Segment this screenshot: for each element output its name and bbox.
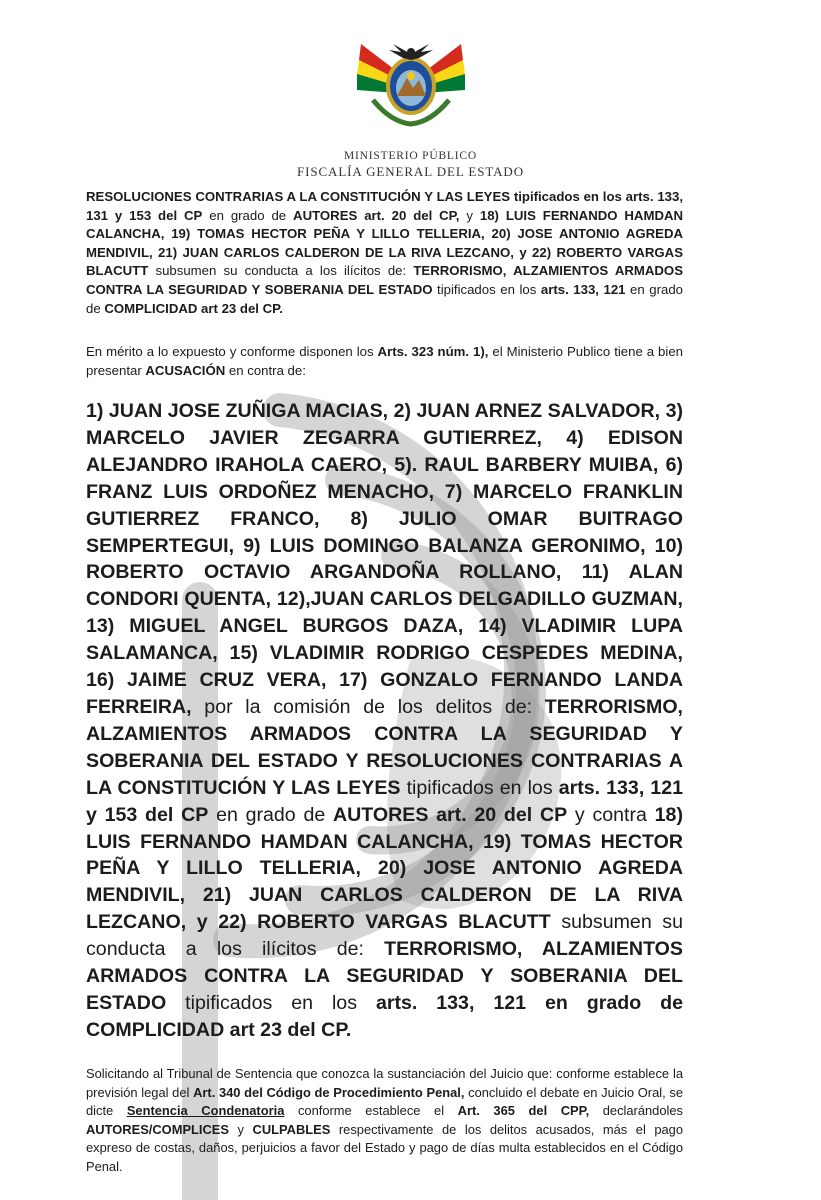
text-span: CULPABLES xyxy=(252,1121,331,1137)
text-span: conforme establece el xyxy=(284,1103,458,1119)
text-span: AUTORES art. 20 del CP xyxy=(332,803,568,826)
text-span: tipificados en los xyxy=(432,281,541,297)
text-span: respectivamente de los delitos acusados, más el pago expreso de costas, daños, perjuicios a favor del Estado y pago de días multa establecidos en el Código Penal. xyxy=(86,1121,684,1174)
text-span: arts. 133, 121 xyxy=(540,281,626,297)
text-span: en contra de: xyxy=(225,362,306,378)
bolivia-coat-of-arms-icon xyxy=(351,30,471,128)
text-span: en grado de xyxy=(86,281,683,316)
paragraph-request xyxy=(86,1065,683,1177)
text-span: arts. 133, 121 y 153 del CP xyxy=(86,776,683,826)
fiscalia-name: FISCALÍA GENERAL DEL ESTADO xyxy=(296,164,525,179)
text-span: arts. 133, 121 en grado de COMPLICIDAD art 23 del CP. xyxy=(86,991,684,1041)
text-span: AUTORES/COMPLICES xyxy=(86,1121,230,1137)
ministry-name: MINISTERIO PÚBLICO xyxy=(344,150,477,162)
text-span: TERRORISMO, ALZAMIENTOS ARMADOS CONTRA LA SEGURIDAD Y SOBERANIA DEL ESTADO xyxy=(86,263,683,297)
text-span: Art. 340 del Código de Procedimiento Penal, xyxy=(193,1084,465,1100)
text-span: por la comisión de los delitos de: xyxy=(191,695,545,718)
text-span: tipificados en los arts. 133, 131 y 153 del CP xyxy=(86,189,683,223)
text-span: TERRORISMO, ALZAMIENTOS ARMADOS CONTRA LA SEGURIDAD Y SOBERANIA DEL ESTADO xyxy=(86,938,683,1014)
text-span: Solicitando al Tribunal de Sentencia que conozca la sustanciación del Juicio que: conforme establece la previsión legal del xyxy=(86,1066,683,1100)
accomplice-names: 18) LUIS FERNANDO HAMDAN CALANCHA, 19) TOMAS HECTOR PEÑA Y LILLO TELLERIA, 20) JOSE ANTONIO AGREDA MENDIVIL, 21) JUAN CARLOS CALDERON DE LA RIVA LEZCANO, y 22) ROBERTO VARGAS BLACUTT xyxy=(86,803,683,934)
text-span: ACUSACIÓN xyxy=(145,362,226,378)
text-span: 18) LUIS FERNANDO HAMDAN CALANCHA, 19) TOMAS HECTOR PEÑA Y LILLO TELLERIA, 20) JOSE ANTONIO AGREDA MENDIVIL, 21) JUAN CARLOS CALDERON DE LA RIVA LEZCANO, y 22) ROBERTO VARGAS BLACUTT xyxy=(86,207,684,279)
accused-names: 1) JUAN JOSE ZUÑIGA MACIAS, 2) JUAN ARNEZ SALVADOR, 3) MARCELO JAVIER ZEGARRA GUTIERREZ, 4) EDISON ALEJANDRO IRAHOLA CAERO, 5). RAUL BARBERY MUIBA, 6) FRANZ LUIS ORDOÑEZ MENACHO, 7) MARCELO FRANKLIN GUTIERREZ FRANCO, 8) JULIO OMAR BUITRAGO SEMPERTEGUI, 9) LUIS DOMINGO BALANZA GERONIMO, 10) ROBERTO OCTAVIO ARGANDOÑA ROLLANO, 11) ALAN CONDORI QUENTA, 12),JUAN CARLOS DELGADILLO GUZMAN, 13) MIGUEL ANGEL BURGOS DAZA, 14) VLADIMIR LUPA SALAMANCA, 15) VLADIMIR RODRIGO CESPEDES MEDINA, 16) JAIME CRUZ VERA, 17) GONZALO FERNANDO LANDA FERREIRA, xyxy=(86,400,683,718)
text-span: y contra xyxy=(567,803,655,826)
text-span: tipificados en los xyxy=(400,776,559,799)
text-span: en grado de xyxy=(202,207,294,223)
document-header xyxy=(0,30,821,180)
text-span: tipificados en los xyxy=(166,991,376,1014)
text-span: Art. 365 del CPP, xyxy=(457,1103,590,1119)
text-span: y xyxy=(229,1121,253,1137)
text-span: Arts. 323 núm. 1), xyxy=(377,344,489,359)
text-span: y xyxy=(459,207,480,223)
text-span: subsumen su conducta a los ilícitos de: xyxy=(86,911,684,961)
paragraph-accused-list xyxy=(86,398,683,1044)
text-span: subsumen su conducta a los ilícitos de: xyxy=(148,263,414,279)
text-span: el Ministerio Publico tiene a bien presentar xyxy=(86,344,683,378)
text-span: concluido el debate en Juicio Oral, se dicte xyxy=(86,1084,683,1119)
text-span: En mérito a lo expuesto y conforme disponen los xyxy=(86,344,378,359)
text-span: COMPLICIDAD art 23 del CP. xyxy=(104,300,283,316)
paragraph-resolutions xyxy=(86,188,683,318)
text-span: Sentencia Condenatoria xyxy=(126,1103,285,1119)
charges: TERRORISMO, ALZAMIENTOS ARMADOS CONTRA LA SEGURIDAD Y SOBERANIA DEL ESTADO Y RESOLUCIONES CONTRARIAS A LA CONSTITUCIÓN Y LAS LEYES xyxy=(86,695,683,799)
text-span: AUTORES art. 20 del CP, xyxy=(293,207,460,223)
text-span: RESOLUCIONES CONTRARIAS A LA CONSTITUCIÓN Y LAS LEYES xyxy=(86,189,511,204)
text-span: declarándoles xyxy=(589,1103,684,1119)
text-span: en grado de xyxy=(208,803,333,826)
paragraph-merit xyxy=(86,343,683,381)
